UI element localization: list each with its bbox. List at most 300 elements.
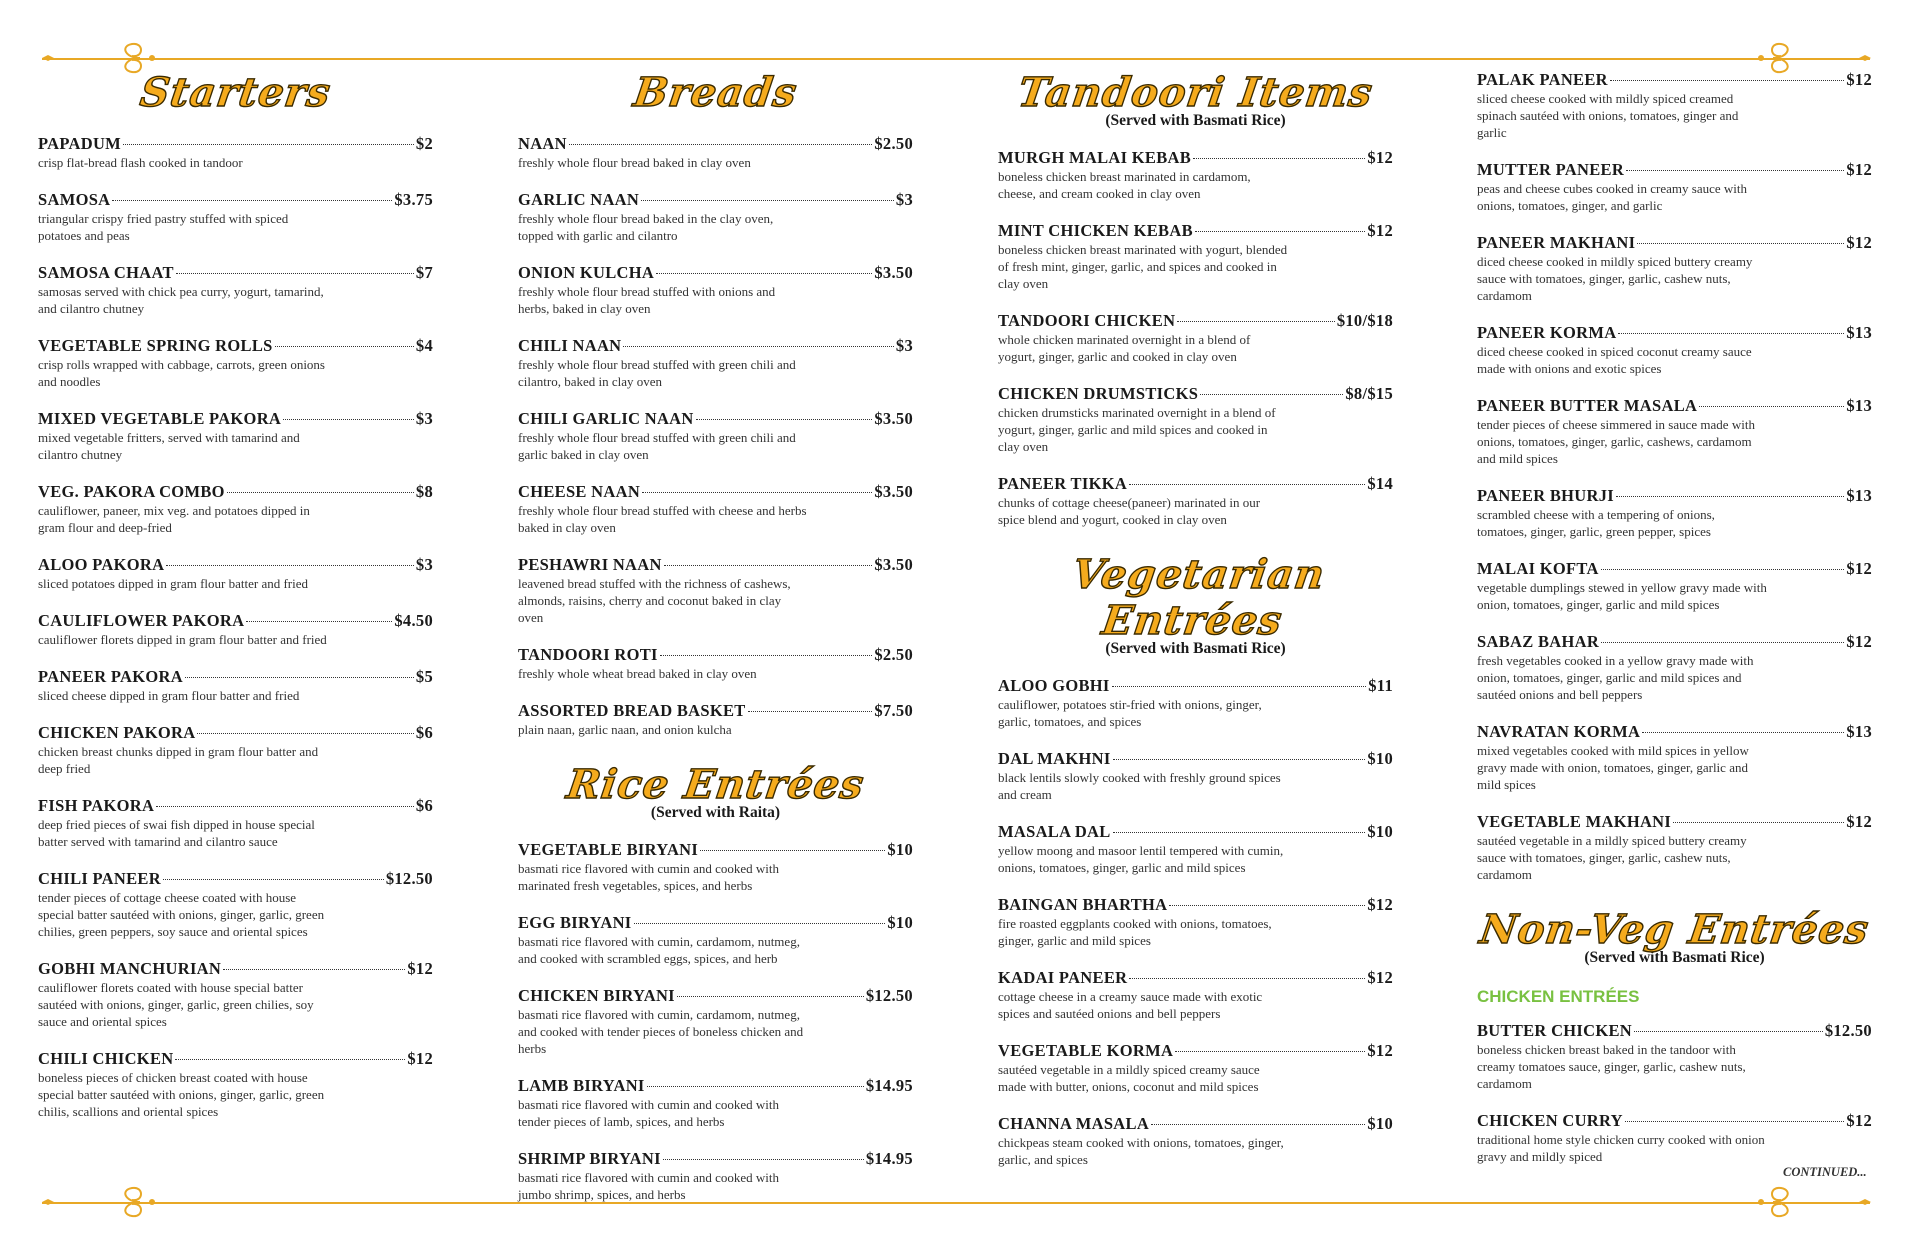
menu-item-list — [38, 134, 433, 1120]
menu-item-description: freshly whole flour bread stuffed with green chili and garlic baked in clay oven — [518, 430, 796, 462]
dot-leader — [642, 492, 872, 493]
menu-item-price: $12 — [1846, 812, 1872, 831]
menu-item-price: $2 — [415, 134, 433, 153]
menu-item-description: freshly whole flour bread stuffed with cheese and herbs baked in clay oven — [518, 503, 807, 535]
menu-item-header — [518, 190, 913, 210]
menu-item-name: VEGETABLE KORMA — [998, 1041, 1174, 1060]
menu-item-price: $13 — [1846, 722, 1872, 741]
dot-leader — [656, 273, 872, 274]
menu-item-description: chicken breast chunks dipped in gram flour batter and deep fried — [38, 744, 319, 776]
dot-leader — [1177, 321, 1335, 322]
menu-item — [518, 134, 913, 171]
menu-item — [1477, 812, 1872, 883]
menu-item-name: CHICKEN PAKORA — [38, 723, 196, 742]
menu-item — [38, 190, 433, 244]
dot-leader — [123, 144, 414, 145]
menu-item — [518, 701, 913, 738]
dot-leader — [223, 969, 405, 970]
menu-item-name: CAULIFLOWER PAKORA — [38, 611, 245, 630]
menu-item-name: PANEER PAKORA — [38, 667, 183, 686]
menu-item-header — [38, 134, 433, 154]
menu-item-price: $8/$15 — [1345, 384, 1393, 403]
menu-item-price: $12 — [1367, 1041, 1393, 1060]
dot-leader — [1642, 732, 1844, 733]
dot-leader — [197, 733, 413, 734]
menu-item-price: $12 — [1367, 148, 1393, 167]
menu-item-header — [1477, 396, 1872, 416]
dot-leader — [156, 806, 414, 807]
menu-item-header — [1477, 70, 1872, 90]
menu-item — [38, 611, 433, 648]
menu-item — [518, 913, 913, 967]
menu-item-description: freshly whole flour bread baked in clay oven — [518, 155, 751, 170]
menu-item-price: $13 — [1846, 323, 1872, 342]
menu-item-name: CHILI NAAN — [518, 336, 622, 355]
menu-item-name: SHRIMP BIRYANI — [518, 1149, 661, 1168]
menu-item-description: boneless chicken breast marinated with yogurt, blended of fresh mint, ginger, garlic, and spices and cooked in clay oven — [998, 242, 1288, 291]
menu-item-price: $14.95 — [865, 1076, 913, 1095]
menu-item-description: chicken drumsticks marinated overnight in a blend of yogurt, ginger, garlic and mild spices and cooked in clay oven — [998, 405, 1276, 454]
menu-item-name: TANDOORI CHICKEN — [998, 311, 1176, 330]
bottom-divider — [42, 1202, 1870, 1204]
dot-leader — [660, 655, 873, 656]
menu-item-description: cauliflower florets coated with house special batter sautéed with onions, ginger, garlic, green chilies, soy sauce and oriental spices — [38, 980, 314, 1029]
menu-item — [1477, 1111, 1872, 1165]
menu-item — [998, 221, 1393, 292]
dot-leader — [1637, 243, 1844, 244]
menu-item-price: $12 — [1367, 968, 1393, 987]
menu-item-description: crisp flat-bread flash cooked in tandoor — [38, 155, 243, 170]
menu-item — [998, 311, 1393, 365]
dot-leader — [283, 419, 414, 420]
menu-item-description: freshly whole flour bread stuffed with onions and herbs, baked in clay oven — [518, 284, 776, 316]
menu-item-price: $6 — [415, 723, 433, 742]
menu-item — [998, 676, 1393, 730]
menu-item-description: triangular crispy fried pastry stuffed with spiced potatoes and peas — [38, 211, 289, 243]
menu-item — [998, 1041, 1393, 1095]
menu-item-header — [38, 667, 433, 687]
menu-item — [1477, 396, 1872, 467]
menu-item-description: cauliflower, potatoes stir-fried with onions, ginger, garlic, tomatoes, and spices — [998, 697, 1262, 729]
menu-item — [998, 1114, 1393, 1168]
section-subtitle: (Served with Raita) — [650, 804, 781, 821]
menu-item-name: CHILI CHICKEN — [38, 1049, 174, 1068]
menu-item-price: $12 — [1846, 632, 1872, 651]
menu-item-price: $10 — [887, 840, 913, 859]
menu-item-header — [998, 311, 1393, 331]
menu-item — [518, 1076, 913, 1130]
menu-item — [518, 336, 913, 390]
menu-item-header — [518, 986, 913, 1006]
menu-item-name: VEG. PAKORA COMBO — [38, 482, 225, 501]
dot-leader — [1601, 569, 1845, 570]
menu-item-name: PAPADUM — [38, 134, 122, 153]
menu-item-header — [38, 190, 433, 210]
menu-column-3 — [998, 70, 1393, 1192]
menu-item-description: cauliflower, paneer, mix veg. and potatoes dipped in gram flour and deep-fried — [38, 503, 310, 535]
menu-item-list — [1477, 1021, 1872, 1165]
menu-item-price: $3.75 — [394, 190, 433, 209]
menu-item-description: diced cheese cooked in mildly spiced buttery creamy sauce with tomatoes, ginger, garlic, cashew nuts, cardamom — [1477, 254, 1753, 303]
menu-item-price: $8 — [415, 482, 433, 501]
menu-item-description: whole chicken marinated overnight in a blend of yogurt, ginger, garlic and cooked in clay oven — [998, 332, 1251, 364]
menu-item — [38, 134, 433, 171]
menu-item-header — [1477, 486, 1872, 506]
menu-item-description: freshly whole wheat bread baked in clay oven — [518, 666, 757, 681]
menu-item — [518, 645, 913, 682]
menu-item-description: leavened bread stuffed with the richness of cashews, almonds, raisins, cherry and coconut baked in clay oven — [518, 576, 791, 625]
menu-item-name: MINT CHICKEN KEBAB — [998, 221, 1193, 240]
menu-item — [998, 749, 1393, 803]
menu-item-description: crisp rolls wrapped with cabbage, carrots, green onions and noodles — [38, 357, 325, 389]
dot-leader — [175, 1059, 405, 1060]
section-title: Non-Veg Entrées — [1477, 906, 1872, 953]
menu-item-description: freshly whole flour bread stuffed with green chili and cilantro, baked in clay oven — [518, 357, 796, 389]
dot-leader — [227, 492, 414, 493]
menu-item — [518, 409, 913, 463]
flourish-ornament-icon — [40, 1182, 160, 1222]
menu-item — [998, 968, 1393, 1022]
menu-item — [1477, 486, 1872, 540]
menu-item-header — [38, 796, 433, 816]
menu-item-description: sautéed vegetable in a mildly spiced creamy sauce made with butter, onions, coconut and mild spices — [998, 1062, 1260, 1094]
menu-item — [38, 796, 433, 850]
dot-leader — [166, 565, 414, 566]
dot-leader — [1200, 394, 1343, 395]
menu-item-name: MUTTER PANEER — [1477, 160, 1625, 179]
dot-leader — [1113, 832, 1366, 833]
menu-item-price: $2.50 — [874, 134, 913, 153]
menu-item-name: PANEER TIKKA — [998, 474, 1128, 493]
menu-item — [1477, 632, 1872, 703]
menu-item — [38, 263, 433, 317]
menu-item-price: $10 — [1367, 822, 1393, 841]
menu-item-header — [518, 701, 913, 721]
menu-section — [1477, 70, 1872, 883]
dot-leader — [748, 711, 873, 712]
dot-leader — [1175, 1051, 1365, 1052]
menu-item-description: tender pieces of cottage cheese coated with house special batter sautéed with onions, ginger, garlic, green chilies, green peppers, soy sauce and oriental spices — [38, 890, 325, 939]
menu-item-name: PANEER BUTTER MASALA — [1477, 396, 1698, 415]
menu-item-header — [38, 723, 433, 743]
menu-item-price: $10/$18 — [1336, 311, 1393, 330]
menu-item-description: basmati rice flavored with cumin, cardamom, nutmeg, and cooked with scrambled eggs, spices, and herb — [518, 934, 800, 966]
menu-item-price: $3 — [415, 409, 433, 428]
menu-item-description: diced cheese cooked in spiced coconut creamy sauce made with onions and exotic spices — [1477, 344, 1752, 376]
dot-leader — [1129, 484, 1365, 485]
dot-leader — [1625, 1121, 1844, 1122]
menu-section — [518, 70, 913, 738]
menu-item-name: TANDOORI ROTI — [518, 645, 658, 664]
menu-item-name: BUTTER CHICKEN — [1477, 1021, 1633, 1040]
menu-item-name: FISH PAKORA — [38, 796, 155, 815]
menu-item-name: CHANNA MASALA — [998, 1114, 1150, 1133]
menu-item-header — [998, 968, 1393, 988]
dot-leader — [246, 621, 392, 622]
menu-column-1 — [38, 70, 433, 1144]
menu-item-price: $5 — [415, 667, 433, 686]
menu-section — [1477, 907, 1872, 1165]
menu-item-description: sliced potatoes dipped in gram flour batter and fried — [38, 576, 309, 591]
menu-item-list — [998, 148, 1393, 528]
dot-leader — [664, 565, 873, 566]
menu-item-price: $10 — [887, 913, 913, 932]
menu-item-description: basmati rice flavored with cumin and cooked with tender pieces of lamb, spices, and herbs — [518, 1097, 780, 1129]
menu-item-price: $12 — [1367, 895, 1393, 914]
menu-item-name: CHICKEN BIRYANI — [518, 986, 675, 1005]
dot-leader — [641, 200, 894, 201]
section-subhead: CHICKEN ENTRÉES — [1477, 987, 1640, 1006]
menu-item-header — [38, 869, 433, 889]
menu-item-header — [1477, 559, 1872, 579]
menu-item-header — [38, 263, 433, 283]
dot-leader — [112, 200, 392, 201]
menu-item-header — [38, 482, 433, 502]
menu-section — [998, 70, 1393, 528]
menu-item-price: $12 — [1846, 233, 1872, 252]
menu-item-price: $13 — [1846, 486, 1872, 505]
menu-item-price: $14.95 — [865, 1149, 913, 1168]
menu-section — [38, 70, 433, 1120]
menu-item-description: boneless pieces of chicken breast coated with house special batter sautéed with onions, ginger, garlic, green chilis, scallions and oriental spices — [38, 1070, 325, 1119]
menu-item-header — [518, 263, 913, 283]
menu-item-header — [998, 474, 1393, 494]
menu-item-price: $12 — [1367, 221, 1393, 240]
menu-item-header — [1477, 722, 1872, 742]
dot-leader — [1151, 1124, 1365, 1125]
menu-item-header — [38, 409, 433, 429]
menu-item-header — [518, 645, 913, 665]
dot-leader — [1699, 406, 1844, 407]
menu-item-header — [518, 482, 913, 502]
menu-item-price: $10 — [1367, 1114, 1393, 1133]
menu-item-header — [518, 913, 913, 933]
menu-item-description: boneless chicken breast marinated in cardamom, cheese, and cream cooked in clay oven — [998, 169, 1251, 201]
continued-label: CONTINUED... — [1783, 1165, 1867, 1179]
menu-item — [518, 190, 913, 244]
menu-item-name: ONION KULCHA — [518, 263, 655, 282]
menu-item — [38, 959, 433, 1030]
dot-leader — [185, 677, 414, 678]
menu-item-description: scrambled cheese with a tempering of onions, tomatoes, ginger, garlic, green pepper, spices — [1477, 507, 1715, 539]
dot-leader — [634, 923, 886, 924]
menu-item — [518, 555, 913, 626]
menu-section — [998, 552, 1393, 1168]
menu-item — [518, 263, 913, 317]
menu-item — [1477, 722, 1872, 793]
menu-item-description: freshly whole flour bread baked in the clay oven, topped with garlic and cilantro — [518, 211, 774, 243]
menu-item-name: CHICKEN DRUMSTICKS — [998, 384, 1199, 403]
menu-item-description: traditional home style chicken curry cooked with onion gravy and mildly spiced — [1477, 1132, 1765, 1164]
dot-leader — [163, 879, 384, 880]
dot-leader — [1112, 686, 1367, 687]
dot-leader — [176, 273, 414, 274]
menu-item — [1477, 70, 1872, 141]
menu-item-price: $6 — [415, 796, 433, 815]
menu-item-description: sliced cheese dipped in gram flour batter and fried — [38, 688, 300, 703]
menu-item-header — [518, 134, 913, 154]
dot-leader — [1129, 978, 1365, 979]
dot-leader — [696, 419, 873, 420]
menu-column-2 — [518, 70, 913, 1227]
menu-item-price: $12 — [407, 959, 433, 978]
menu-item-name: ASSORTED BREAD BASKET — [518, 701, 746, 720]
menu-item-price: $3.50 — [874, 263, 913, 282]
menu-item — [38, 869, 433, 940]
dot-leader — [700, 850, 885, 851]
menu-item-description: samosas served with chick pea curry, yogurt, tamarind, and cilantro chutney — [38, 284, 324, 316]
menu-item-list — [518, 134, 913, 738]
menu-item-name: GOBHI MANCHURIAN — [38, 959, 222, 978]
dot-leader — [1610, 80, 1844, 81]
menu-item-description: chunks of cottage cheese(paneer) marinated in our spice blend and yogurt, cooked in clay oven — [998, 495, 1261, 527]
menu-item-name: GARLIC NAAN — [518, 190, 640, 209]
menu-item — [38, 482, 433, 536]
menu-item-name: VEGETABLE MAKHANI — [1477, 812, 1672, 831]
dot-leader — [1169, 905, 1365, 906]
menu-item-header — [1477, 632, 1872, 652]
menu-item-price: $14 — [1367, 474, 1393, 493]
menu-item-description: sautéed vegetable in a mildly spiced buttery creamy sauce with tomatoes, ginger, garlic, cashew nuts, cardamom — [1477, 833, 1747, 882]
menu-item-name: VEGETABLE BIRYANI — [518, 840, 699, 859]
menu-item — [518, 840, 913, 894]
section-title: Breads — [630, 69, 801, 116]
menu-item-name: SABAZ BAHAR — [1477, 632, 1600, 651]
menu-item-description: plain naan, garlic naan, and onion kulcha — [518, 722, 732, 737]
dot-leader — [677, 996, 864, 997]
menu-item — [38, 555, 433, 592]
menu-item-name: PANEER KORMA — [1477, 323, 1617, 342]
menu-item-price: $12 — [1846, 160, 1872, 179]
dot-leader — [647, 1086, 864, 1087]
menu-item-list — [1477, 70, 1872, 883]
menu-item — [1477, 323, 1872, 377]
section-subtitle: (Served with Basmati Rice) — [1584, 949, 1765, 966]
menu-item-header — [1477, 160, 1872, 180]
dot-leader — [1673, 822, 1844, 823]
menu-item-description: cottage cheese in a creamy sauce made with exotic spices and sautéed onions and bell peppers — [998, 989, 1263, 1021]
menu-item-name: MURGH MALAI KEBAB — [998, 148, 1192, 167]
menu-item-name: PALAK PANEER — [1477, 70, 1608, 89]
menu-item-name: CHILI GARLIC NAAN — [518, 409, 694, 428]
menu-item — [518, 986, 913, 1057]
menu-item-price: $10 — [1367, 749, 1393, 768]
menu-item-header — [998, 1114, 1393, 1134]
menu-item-price: $12 — [1846, 70, 1872, 89]
menu-item-name: VEGETABLE SPRING ROLLS — [38, 336, 273, 355]
menu-item — [998, 822, 1393, 876]
menu-item-description: mixed vegetables cooked with mild spices in yellow gravy made with onion, tomatoes, ginger, garlic and mild spices — [1477, 743, 1749, 792]
menu-item-name: CHILI PANEER — [38, 869, 161, 888]
menu-item-price: $12.50 — [865, 986, 913, 1005]
menu-item-header — [38, 1049, 433, 1069]
section-title: Tandoori Items — [1015, 69, 1376, 116]
menu-item-description: fresh vegetables cooked in a yellow gravy made with onion, tomatoes, ginger, garlic and mild spices and sautéed onions and bell peppers — [1477, 653, 1754, 702]
dot-leader — [663, 1159, 864, 1160]
dot-leader — [1634, 1031, 1823, 1032]
menu-item-name: MALAI KOFTA — [1477, 559, 1599, 578]
menu-item-name: MIXED VEGETABLE PAKORA — [38, 409, 282, 428]
menu-item-name: NAVRATAN KORMA — [1477, 722, 1641, 741]
menu-item-header — [518, 1076, 913, 1096]
menu-column-4 — [1477, 70, 1872, 1189]
menu-item-header — [998, 749, 1393, 769]
menu-item-header — [1477, 233, 1872, 253]
menu-item — [1477, 160, 1872, 214]
menu-item-price: $7 — [415, 263, 433, 282]
menu-item — [38, 1049, 433, 1120]
menu-item-price: $3.50 — [874, 409, 913, 428]
menu-item-name: ALOO PAKORA — [38, 555, 165, 574]
dot-leader — [623, 346, 894, 347]
menu-item-name: SAMOSA — [38, 190, 111, 209]
menu-item-name: KADAI PANEER — [998, 968, 1128, 987]
menu-item-price: $12.50 — [1824, 1021, 1872, 1040]
menu-item-header — [1477, 323, 1872, 343]
section-title: Rice Entrées — [563, 761, 868, 808]
dot-leader — [1113, 759, 1366, 760]
menu-item-price: $12 — [1846, 1111, 1872, 1130]
menu-item-description: basmati rice flavored with cumin and cooked with marinated fresh vegetables, spices, and herbs — [518, 861, 780, 893]
section-title: Vegetarian Entrées — [1069, 551, 1329, 644]
menu-item-name: MASALA DAL — [998, 822, 1111, 841]
menu-item-header — [998, 221, 1393, 241]
menu-item-price: $7.50 — [874, 701, 913, 720]
menu-item-header — [998, 676, 1393, 696]
top-divider — [42, 58, 1870, 60]
menu-item-price: $3.50 — [874, 555, 913, 574]
menu-item-description: black lentils slowly cooked with freshly ground spices and cream — [998, 770, 1281, 802]
menu-item-price: $3 — [415, 555, 433, 574]
dot-leader — [569, 144, 873, 145]
menu-item — [38, 723, 433, 777]
menu-item-header — [1477, 1021, 1872, 1041]
menu-item-header — [518, 409, 913, 429]
menu-item-header — [1477, 812, 1872, 832]
menu-item-header — [518, 840, 913, 860]
menu-item — [1477, 559, 1872, 613]
menu-item-price: $12 — [407, 1049, 433, 1068]
menu-item-description: peas and cheese cubes cooked in creamy sauce with onions, tomatoes, ginger, and garlic — [1477, 181, 1747, 213]
menu-item-header — [38, 611, 433, 631]
menu-item — [38, 667, 433, 704]
menu-item-header — [38, 336, 433, 356]
dot-leader — [1618, 333, 1844, 334]
menu-item-price: $4 — [415, 336, 433, 355]
menu-item-name: PANEER BHURJI — [1477, 486, 1614, 505]
menu-item — [518, 1149, 913, 1203]
section-title: Starters — [137, 69, 334, 116]
menu-item — [1477, 1021, 1872, 1092]
menu-item — [998, 474, 1393, 528]
menu-item-price: $12.50 — [385, 869, 433, 888]
menu-item-name: PESHAWRI NAAN — [518, 555, 662, 574]
menu-item-header — [1477, 1111, 1872, 1131]
dot-leader — [275, 346, 414, 347]
menu-item-description: deep fried pieces of swai fish dipped in house special batter served with tamarind and cilantro sauce — [38, 817, 315, 849]
menu-item-description: basmati rice flavored with cumin and cooked with jumbo shrimp, spices, and herbs — [518, 1170, 780, 1202]
menu-item-list — [998, 676, 1393, 1168]
menu-item-price: $11 — [1368, 676, 1393, 695]
menu-item — [518, 482, 913, 536]
menu-item-header — [38, 959, 433, 979]
menu-item-header — [518, 555, 913, 575]
menu-item-name: SAMOSA CHAAT — [38, 263, 174, 282]
menu-item — [38, 409, 433, 463]
menu-item-price: $3 — [895, 190, 913, 209]
menu-item-price: $4.50 — [394, 611, 433, 630]
dot-leader — [1601, 642, 1844, 643]
